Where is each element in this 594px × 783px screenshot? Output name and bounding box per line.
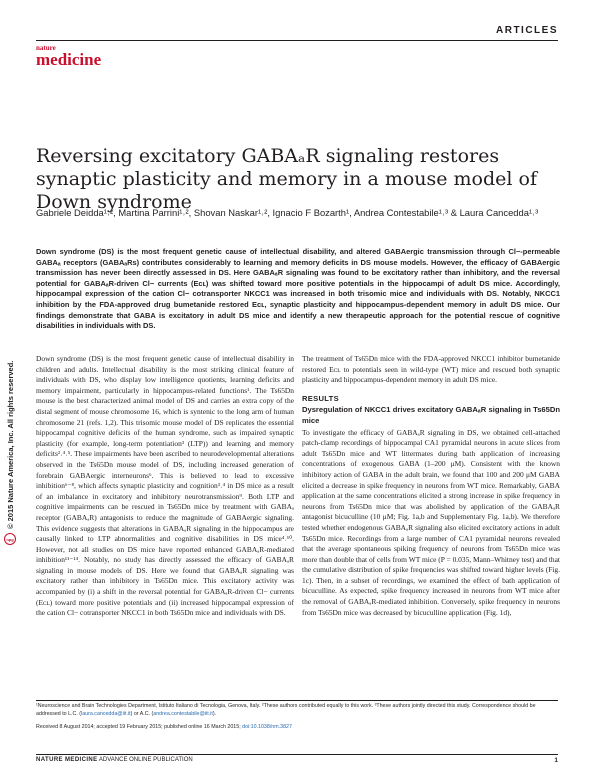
email-link-contestabile[interactable]: andrea.contestabile@iit.it	[153, 710, 213, 717]
intro-continuation: The treatment of Ts65Dn mice with the FDA-approved NKCC1 inhibitor bumetanide restored Eᴄʟ to potentials seen in wild-type (WT) mice and rescued both synaptic plasticity and hippocampus-dependent memory in adult DS mice.	[302, 354, 560, 385]
footer-rule	[36, 754, 558, 755]
received-dates	[36, 724, 560, 732]
affiliations	[36, 703, 560, 718]
abstract: Down syndrome (DS) is the most frequent genetic cause of intellectual disability, and altered GABAergic transmission through Cl−-permeable GABAₐ receptors (GABAₐRs) contributes considerably to learning and memory deficits in DS mouse models. However, the efficacy of GABAergic transmission has never been directly assessed in DS. Here GABAₐR signaling was found to be excitatory rather than inhibitory, and the reversal potential for GABAₐR-driven Cl− currents (Eᴄʟ) was shifted toward more positive potentials in the hippocampi of adult DS mice. Accordingly, hippocampal expression of the cation Cl− cotransporter NKCC1 was increased in both trisomic mice and individuals with DS. Notably, NKCC1 inhibition by the FDA-approved drug bumetanide restored Eᴄʟ, synaptic plasticity and hippocampus-dependent memory in adult DS mice. Our findings demonstrate that GABA is excitatory in adult DS mice and identify a new therapeutic approach for the potential rescue of cognitive disabilities in individuals with DS.	[36, 247, 560, 331]
article-title: Reversing excitatory GABAₐR signaling restores synaptic plasticity and memory in a mouse model of Down syndrome	[36, 145, 537, 213]
left-column	[36, 354, 294, 619]
header-rule	[36, 40, 558, 41]
footnote-rule	[36, 700, 558, 701]
footer-publication-status: ADVANCE ONLINE PUBLICATION	[98, 757, 193, 763]
side-copyright	[4, 335, 16, 545]
results-paragraph: To investigate the efficacy of GABAₐR signaling in DS, we obtained cell-attached patch-clamp recordings of hippocampal CA1 pyramidal neurons in acute slices from adult Ts65Dn mice and WT littermates during bath application of increasing concentrations of exogenous GABA (1–200 μM). Consistent with the known inhibitory action of GABA in the adult brain, we found that 100 and 200 μM GABA elicited a decrease in spike frequency in neurons from WT mice. Remarkably, GABA application at the same concentrations elicited a strong increase in spike frequency in neurons from Ts65Dn mice that was abolished by application of the GABAₐR antagonist bicuculline (10 μM; Fig. 1a,b and Supplementary Fig. 1a,b). We therefore tested whether endogenous GABAₐR signaling also elicited excitatory actions in adult Ts65Dn mice. Recordings from a large number of CA1 pyramidal neurons revealed that the average spontaneous spiking frequency of neurons from Ts65Dn mice was more than double that of cells from WT mice (P = 0.035, Mann–Whitney test) and that the cumulative distribution of spike frequencies was shifted toward higher levels (Fig. 1c). Then, in a subset of recordings, we examined the effect of bath application of bicuculline. As expected, spike frequency increased in neurons from WT mice after the removal of GABAₐR-mediated inhibition. Conversely, spike frequency in neurons from Ts65Dn mice was decreased by bicuculline application (Fig. 1d),	[302, 427, 560, 617]
doi-link[interactable]: doi:10.1038/nm.3827	[242, 724, 292, 730]
journal-logo-medicine: medicine	[36, 50, 102, 69]
intro-paragraph: Down syndrome (DS) is the most frequent genetic cause of intellectual disability in children and adults. Intellectual disability is the most striking clinical feature of individuals with DS, who display low intelligence quotients, learning deficits and memory impairment, particularly in hippocampus-related functions¹. The Ts65Dn mouse is the best characterized animal model of DS and carries an extra copy of the distal segment of mouse chromosome 16, which is syntenic to the long arm of human chromosome 21 (refs. 1,2). This trisomic mouse model of DS replicates the essential hippocampal cognitive deficits of the human syndrome, such as impaired synaptic plasticity (for example, long-term potentiation³ (LTP)) and learning and memory deficits²˒⁴˒⁵. These impairments have been ascribed to neurodevelopmental alterations observed in the Ts65Dn mouse model of DS, including increased generation of forebrain GABAergic interneurons⁶. This is believed to lead to excessive inhibition⁶⁻⁸, which affects synaptic plasticity and cognition³˒⁴ in DS mice as a result of an imbalance in excitatory and inhibitory neurotransmission⁹. Both LTP and cognitive impairments can be rescued in Ts65Dn mice by treatment with GABAₐ receptor (GABAₐR) antagonists to reduce the magnitude of GABAergic signaling. This evidence suggests that alterations in GABAₐR signaling in the hippocampus are causally linked to LTP abnormalities and cognitive disabilities in DS mice⁴˒¹⁰. However, not all studies on DS mice have reported enhanced GABAₐR-mediated inhibition¹¹⁻¹⁴. Notably, no study has directly assessed the efficacy of GABAₐR signaling in mouse models of DS. Here we found that GABAₐR signaling was excitatory rather than inhibitory in Ts65Dn mice. This excitatory activity was accompanied by (i) a shift in the reversal potential for GABAₐR-driven Cl− currents (Eᴄʟ) toward more positive potentials and (ii) increased hippocampal expression of the cation Cl− cotransporter NKCC1 in both Ts65Dn mice and individuals with DS.	[36, 354, 294, 618]
right-column	[302, 354, 560, 618]
affiliations-end: ).	[212, 710, 217, 717]
journal-logo	[36, 45, 101, 68]
email-link-cancedda[interactable]: laura.cancedda@iit.it	[81, 710, 131, 717]
affiliations-mid: ) or A.C. (	[130, 710, 154, 717]
affiliations-text: ¹Neuroscience and Brain Technologies Department, Istituto Italiano di Tecnologia, Genova, Italy. ²These authors contributed equally to this work. ³These authors jointly directed this study. Correspondence should be addressed to L.C. (	[36, 703, 536, 717]
author-list: Gabriele Deidda¹˒², Martina Parrini¹˒², Shovan Naskar¹˒², Ignacio F Bozarth¹, Andrea Contestabile¹˒³ & Laura Cancedda¹˒³	[36, 207, 539, 218]
section-label: ARTICLES	[496, 25, 558, 36]
results-heading: RESULTS	[302, 393, 339, 403]
journal-logo-nature: nature	[36, 44, 56, 52]
results-subheading: Dysregulation of NKCC1 drives excitatory GABAₐR signaling in Ts65Dn mice	[302, 405, 560, 425]
received-text: Received 8 August 2014; accepted 19 February 2015; published online 16 March 2015;	[36, 724, 243, 730]
npg-logo-icon: npg	[4, 533, 16, 545]
footer-journal	[36, 757, 193, 763]
page-number: 1	[554, 757, 558, 764]
side-copyright-text: © 2015 Nature America, Inc. All rights reserved.	[5, 360, 15, 529]
footer-journal-name: NATURE MEDICINE	[36, 757, 98, 763]
